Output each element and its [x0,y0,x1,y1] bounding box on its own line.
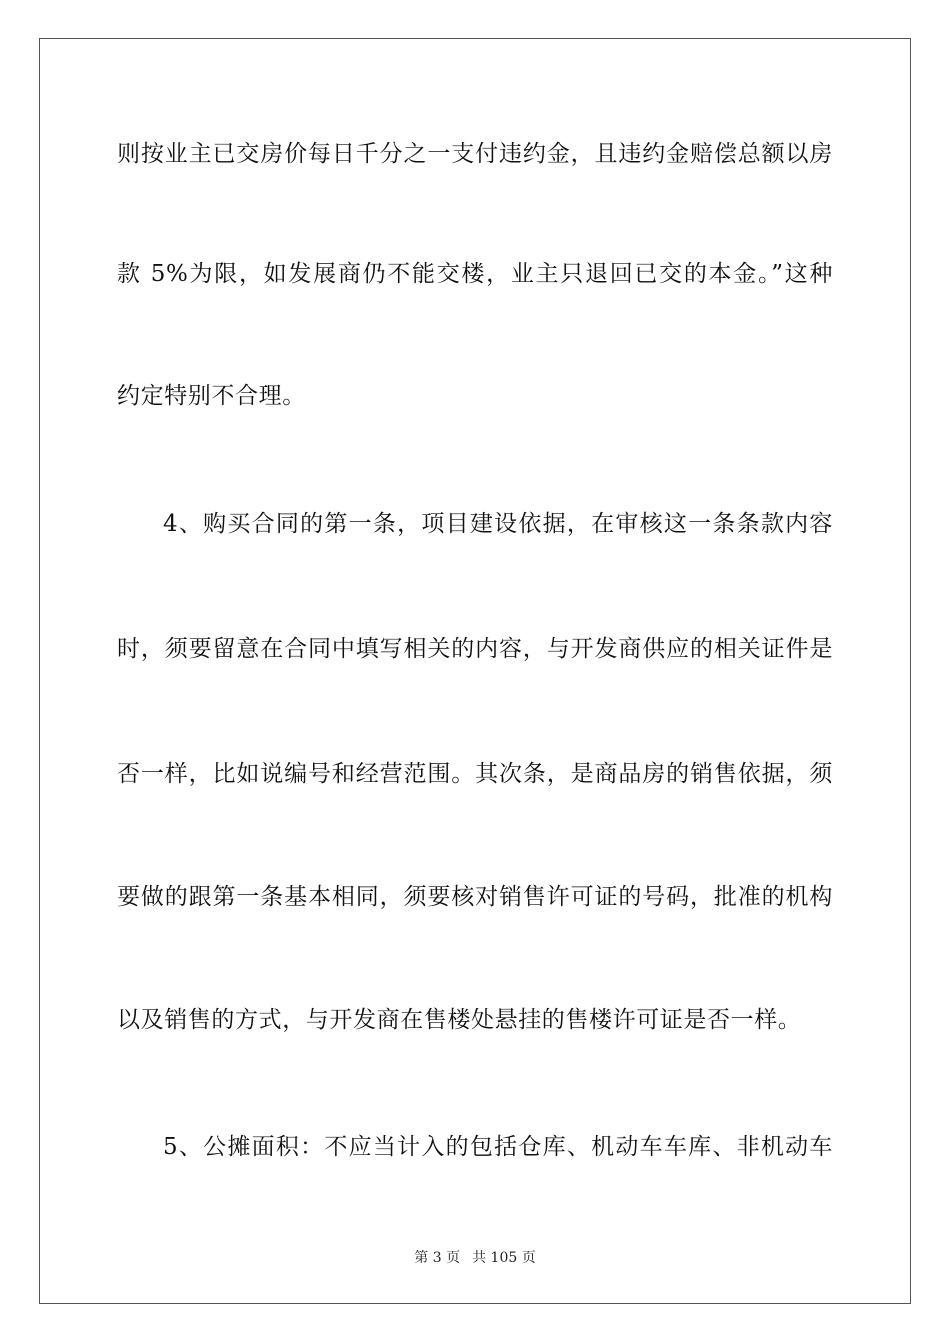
body-text-line: 时，须要留意在合同中填写相关的内容，与开发商供应的相关证件是 [117,636,833,662]
page-number: 第 3 页 [414,1250,461,1266]
body-text-line: 款 5%为限，如发展商仍不能交楼，业主只退回已交的本金。”这种 [117,261,833,287]
body-text-line: 则按业主已交房价每日千分之一支付违约金，且违约金赔偿总额以房 [117,141,833,167]
body-text-line: 约定特别不合理。 [117,383,306,409]
body-text-line: 以及销售的方式，与开发商在售楼处悬挂的售楼许可证是否一样。 [117,1007,802,1033]
body-text-line: 要做的跟第一条基本相同，须要核对销售许可证的号码，批准的机构 [117,884,833,910]
body-text-line: 否一样，比如说编号和经营范围。其次条，是商品房的销售依据，须 [117,761,833,787]
page-footer [0,1248,950,1268]
total-pages: 共 105 页 [472,1250,536,1266]
page-border [39,38,911,1304]
paragraph-start-line: 5、公摊面积：不应当计入的包括仓库、机动车车库、非机动车 [163,1134,833,1160]
paragraph-start-line: 4、购买合同的第一条，项目建设依据，在审核这一条条款内容 [163,511,833,537]
